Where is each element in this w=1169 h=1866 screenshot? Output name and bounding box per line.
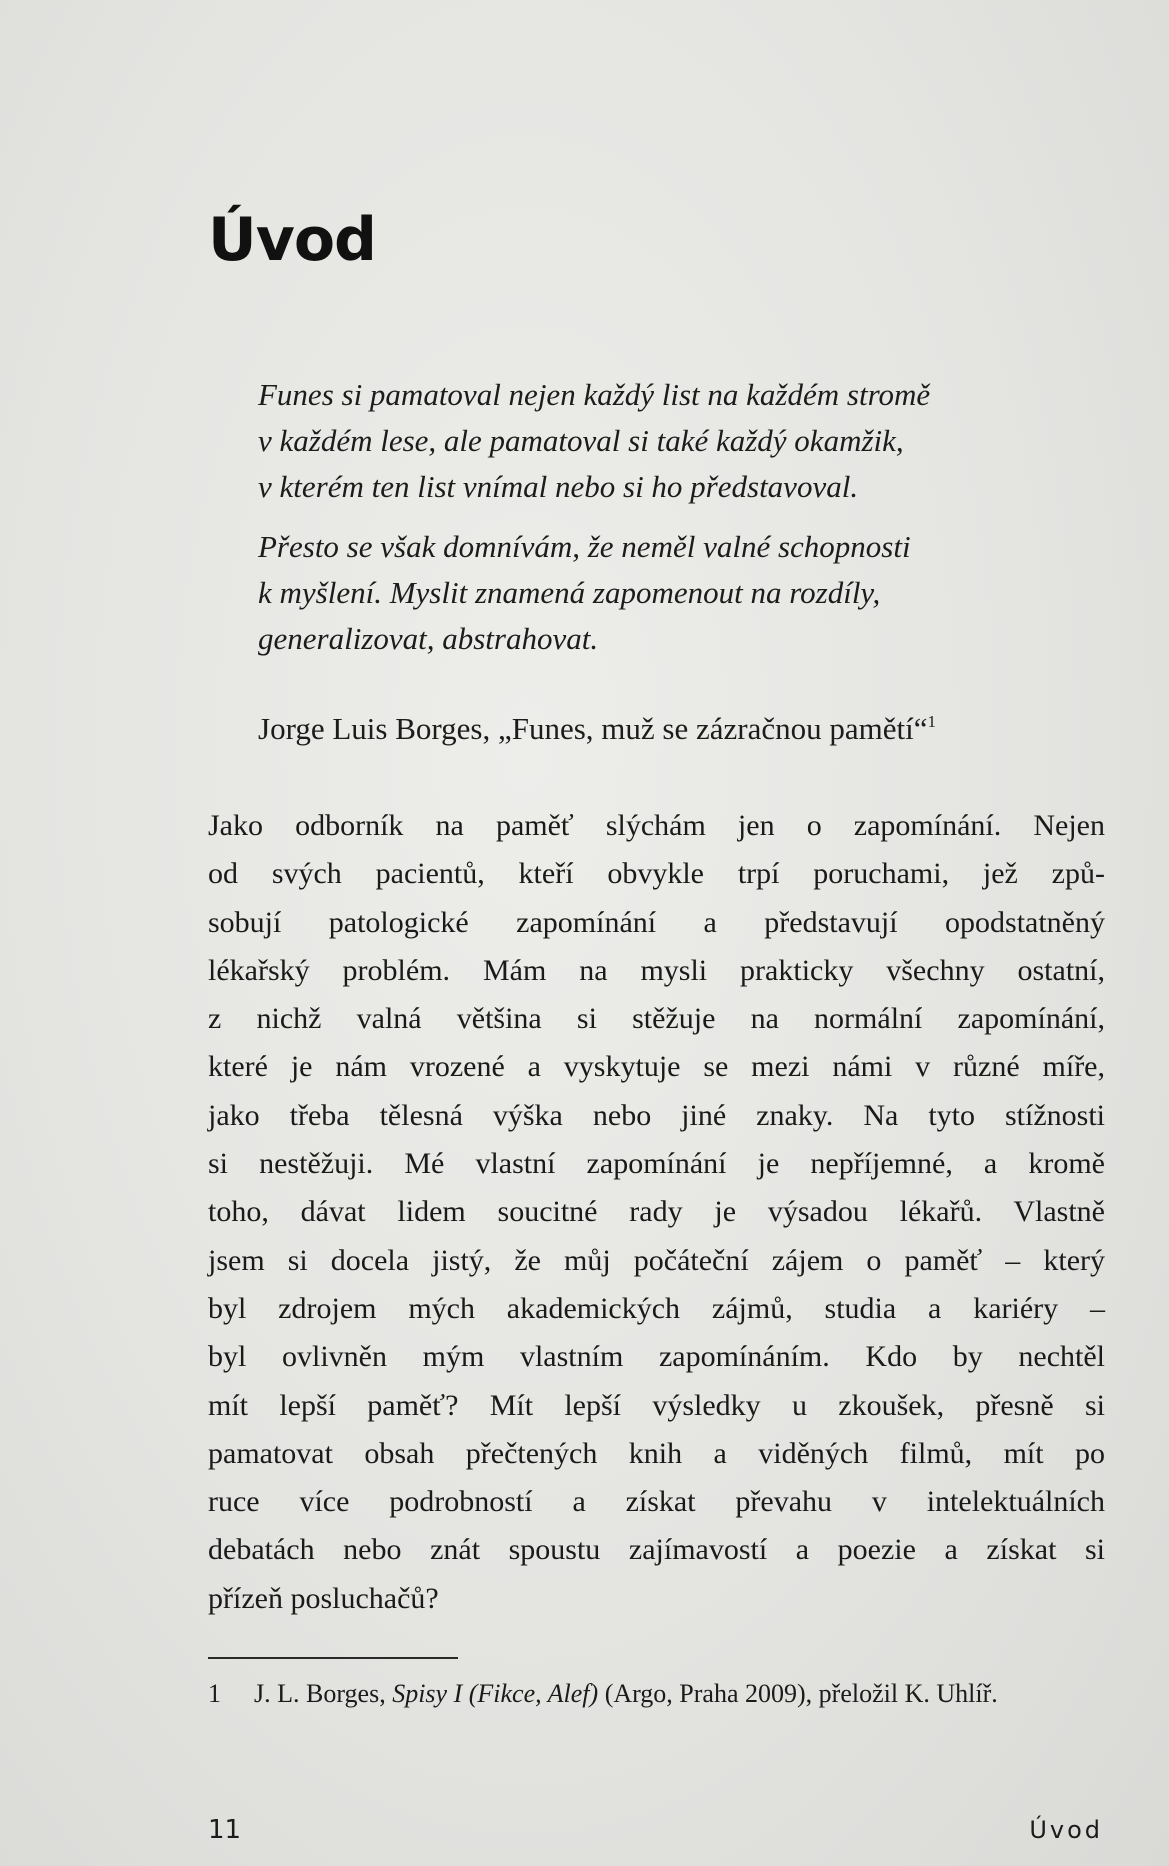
epigraph-line: Přesto se však domnívám, že neměl valné schopnosti [258,529,911,564]
body-line: ruce více podrobností a získat převahu v intelektuálních [208,1485,1105,1519]
body-line: jako třeba tělesná výška nebo jiné znaky. Na tyto stížnosti [208,1098,1105,1132]
page-number: 11 [208,1815,242,1845]
attribution-text: Jorge Luis Borges, „Funes, muž se zázračnou pamětí“ [258,711,928,746]
body-line: mít lepší paměť? Mít lepší výsledky u zkoušek, přesně si [208,1388,1105,1422]
body-line: z nichž valná většina si stěžuje na normální zapomínání, [208,1002,1105,1036]
body-line: byl zdrojem mých akademických zájmů, studia a kariéry – [208,1291,1105,1325]
body-line: si nestěžuji. Mé vlastní zapomínání je nepříjemné, a kromě [208,1147,1105,1181]
epigraph-paragraph [258,524,1118,662]
epigraph-line: Funes si pamatoval nejen každý list na každém stromě [258,377,931,412]
body-paragraph [208,802,1105,1623]
footnote-suffix: (Argo, Praha 2009), přeložil K. Uhlíř. [598,1679,998,1708]
footnote-number: 1 [208,1679,221,1708]
body-line: jsem si docela jistý, že můj počáteční zájem o paměť – který [208,1243,1105,1277]
body-line: debatách nebo znát spoustu zajímavostí a poezie a získat si [208,1533,1105,1567]
epigraph-attribution [258,706,936,752]
footnote-reference: 1 [927,712,936,732]
epigraph-line: v každém lese, ale pamatoval si také každý okamžik, [258,423,904,458]
epigraph-line: generalizovat, abstrahovat. [258,621,599,656]
epigraph-line: v kterém ten list vnímal nebo si ho představoval. [258,469,859,504]
body-line: od svých pacientů, kteří obvykle trpí poruchami, jež způ- [208,857,1105,891]
epigraph-line: k myšlení. Myslit znamená zapomenout na rozdíly, [258,575,881,610]
body-line: lékařský problém. Mám na mysli prakticky všechny ostatní, [208,953,1105,987]
footnote [208,1677,1113,1711]
body-line: Jako odborník na paměť slýchám jen o zapomínání. Nejen [208,809,1105,842]
footnote-prefix: J. L. Borges, [254,1679,393,1708]
body-line: toho, dávat lidem soucitné rady je výsadou lékařů. Vlastně [208,1195,1105,1229]
epigraph-paragraph [258,372,1118,510]
epigraph [258,372,1118,662]
body-line: sobují patologické zapomínání a představují opodstatněný [208,905,1105,939]
body-line: pamatovat obsah přečtených knih a viděných filmů, mít po [208,1436,1105,1470]
chapter-heading: Úvod [208,205,377,275]
body-line: přízeň posluchačů? [208,1581,439,1615]
body-line: byl ovlivněn mým vlastním zapomínáním. Kdo by nechtěl [208,1340,1105,1374]
footnote-divider [208,1657,458,1659]
running-head: Úvod [1029,1816,1103,1844]
footnote-book-title: Spisy I (Fikce, Alef) [392,1679,599,1708]
body-line: které je nám vrozené a vyskytuje se mezi námi v různé míře, [208,1050,1105,1084]
